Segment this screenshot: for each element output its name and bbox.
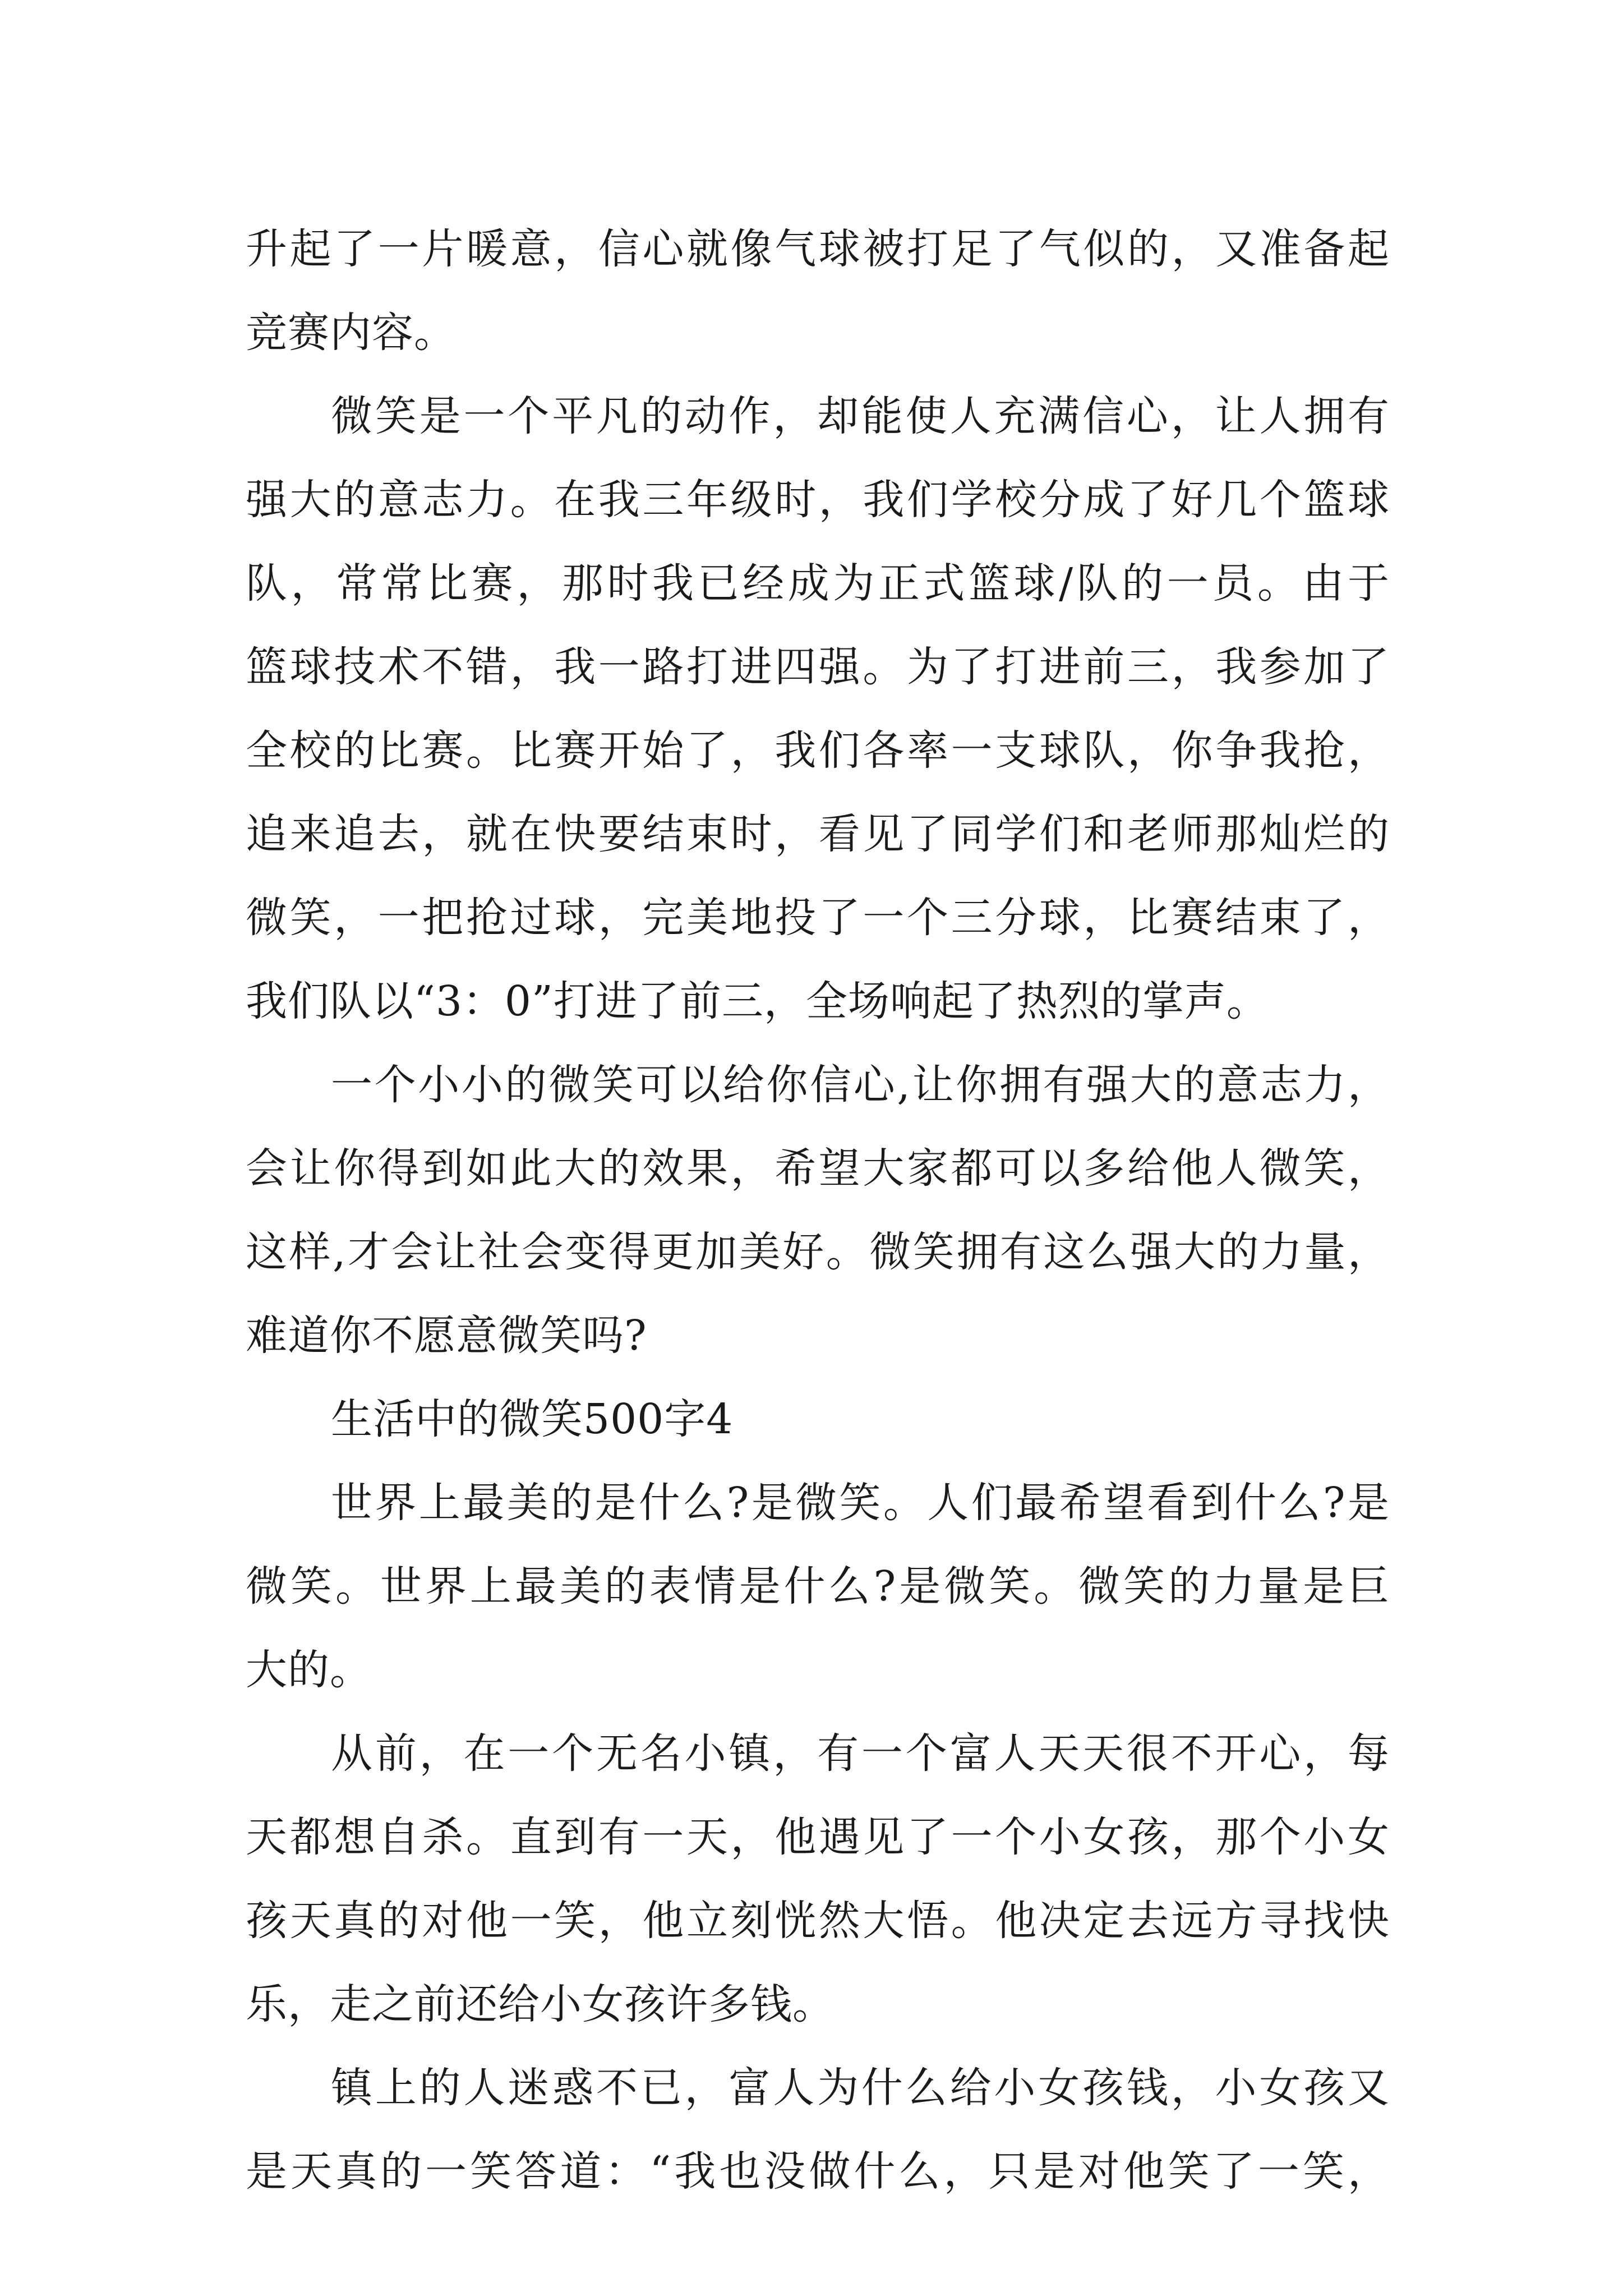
text-line: 微笑是一个平凡的动作，却能使人充满信心，让人拥有	[331, 392, 1390, 440]
text-line: 微笑，一把抢过球，完美地投了一个三分球，比赛结束了，	[246, 894, 1390, 942]
paragraph-basketball	[246, 375, 1390, 1043]
text-line: 追来追去，就在快要结束时，看见了同学们和老师那灿烂的	[246, 810, 1390, 858]
text-line: 大的。	[246, 1646, 372, 1694]
text-line: 我们队以“3：0”打进了前三，全场响起了热烈的掌声。	[246, 977, 1269, 1025]
text-line: 乐，走之前还给小女孩许多钱。	[246, 1980, 834, 2028]
text-line: 世界上最美的是什么?是微笑。人们最希望看到什么?是	[331, 1479, 1390, 1527]
paragraph-conclusion	[246, 1043, 1390, 1378]
text-line: 一个小小的微笑可以给你信心,让你拥有强大的意志力，	[331, 1061, 1390, 1109]
paragraph-story	[246, 1712, 1390, 2046]
text-line: 镇上的人迷惑不已，富人为什么给小女孩钱，小女孩又	[331, 2064, 1390, 2112]
text-line: 天都想自杀。直到有一天，他遇见了一个小女孩，那个小女	[246, 1813, 1390, 1861]
paragraph-what-is-beautiful	[246, 1461, 1390, 1712]
text-line: 孩天真的对他一笑，他立刻恍然大悟。他决定去远方寻找快	[246, 1897, 1390, 1945]
text-line: 强大的意志力。在我三年级时，我们学校分成了好几个篮球	[246, 476, 1390, 524]
text-line: 篮球技术不错，我一路打进四强。为了打进前三，我参加了	[246, 643, 1390, 691]
text-line: 这样,才会让社会变得更加美好。微笑拥有这么强大的力量，	[246, 1228, 1390, 1276]
essay-body	[246, 208, 1390, 2214]
text-line: 从前，在一个无名小镇，有一个富人天天很不开心，每	[331, 1729, 1390, 1778]
text-line: 难道你不愿意微笑吗?	[246, 1312, 647, 1360]
section-heading	[246, 1378, 1390, 1461]
text-line: 会让你得到如此大的效果，希望大家都可以多给他人微笑，	[246, 1144, 1390, 1193]
text-line: 升起了一片暖意，信心就像气球被打足了气似的，又准备起	[246, 225, 1390, 273]
text-line: 全校的比赛。比赛开始了，我们各率一支球队，你争我抢，	[246, 726, 1390, 775]
text-line: 微笑。世界上最美的表情是什么?是微笑。微笑的力量是巨	[246, 1562, 1390, 1611]
paragraph-continuation	[246, 208, 1390, 375]
text-line: 竞赛内容。	[246, 309, 456, 357]
paragraph-townspeople	[246, 2046, 1390, 2214]
text-line: 队，常常比赛，那时我已经成为正式篮球/队的一员。由于	[246, 559, 1390, 608]
text-line: 是天真的一笑答道：“我也没做什么，只是对他笑了一笑，	[246, 2147, 1390, 2196]
section-title: 生活中的微笑500字4	[331, 1395, 734, 1443]
